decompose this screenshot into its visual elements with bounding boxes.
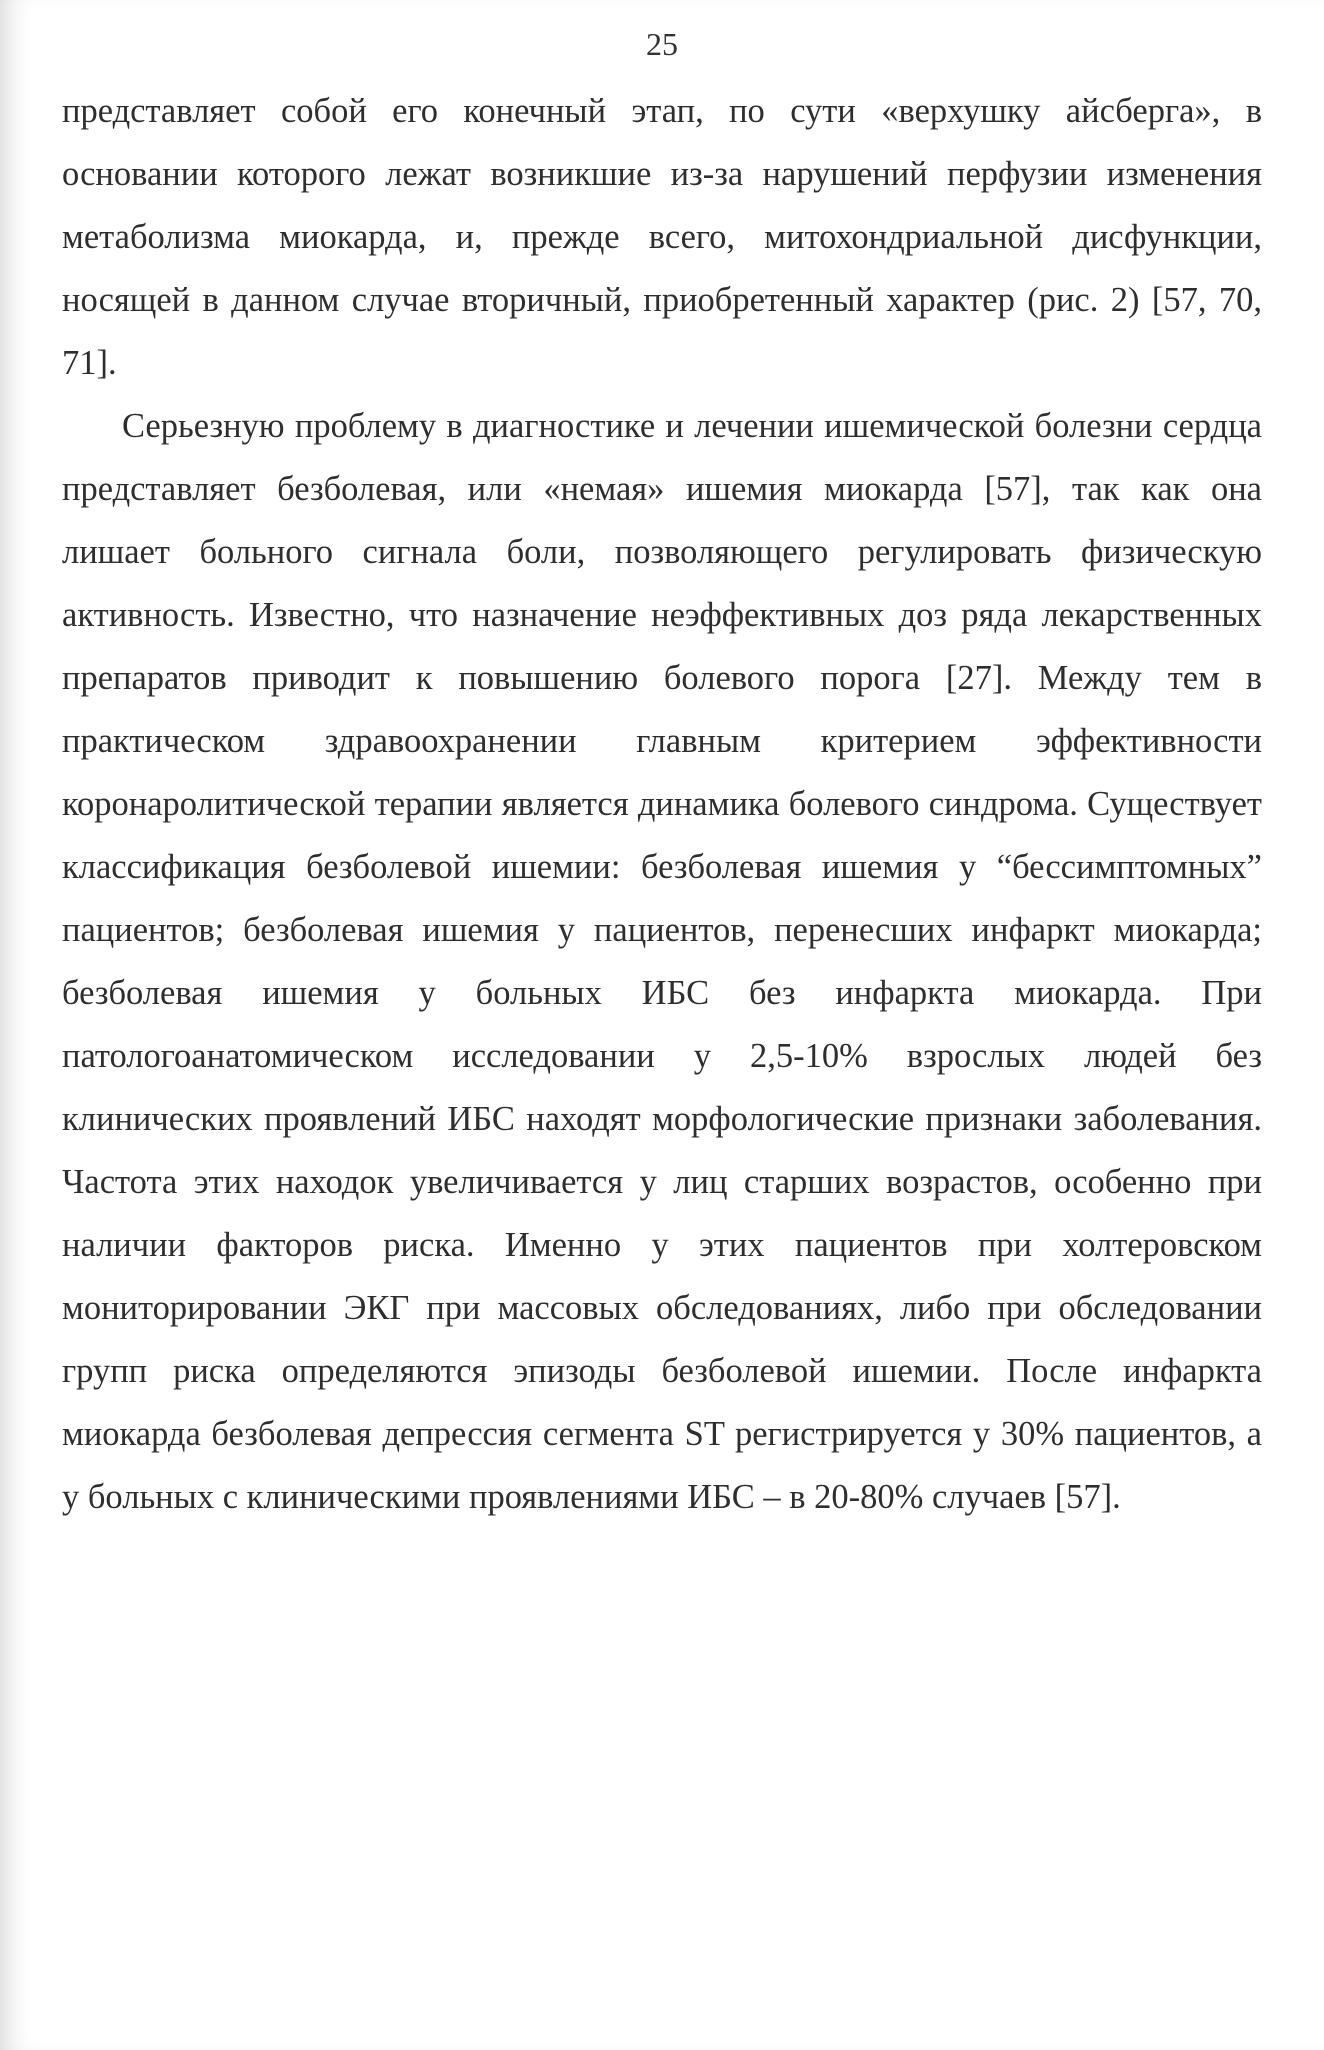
paragraph-continuation: представляет собой его конечный этап, по сути «верхушку айсберга», в основании которого лежат возникшие из-за нарушений перфузии изменения метаболизма миокарда, и, прежде всего, митохондриальной дисфункции, носящей в данном случае вторичный, приобретенный характер (рис. 2) [57, 70, 71]. bbox=[62, 92, 1262, 382]
body-text bbox=[62, 80, 1262, 1529]
paragraph-silent-ischemia: Серьезную проблему в диагностике и лечении ишемической болезни сердца представляет безболевая, или «немая» ишемия миокарда [57], так как она лишает больного сигнала боли, позволяющего регулировать физическую активность. Известно, что назначение неэффективных доз ряда лекарственных препаратов приводит к повышению болевого порога [27]. Между тем в практическом здравоохранении главным критерием эффективности коронаролитической терапии является динамика болевого синдрома. Существует классификация безболевой ишемии: безболевая ишемия у “бессимптомных” пациентов; безболевая ишемия у пациентов, перенесших инфаркт миокарда; безболевая ишемия у больных ИБС без инфаркта миокарда. При патологоанатомическом исследовании у 2,5-10% взрослых людей без клинических проявлений ИБС находят морфологические признаки заболевания. Частота этих находок увеличивается у лиц старших возрастов, особенно при наличии факторов риска. Именно у этих пациентов при холтеровском мониторировании ЭКГ при массовых обследованиях, либо при обследовании групп риска определяются эпизоды безболевой ишемии. После инфаркта миокарда безболевая депрессия сегмента ST регистрируется у 30% пациентов, а у больных с клиническими проявлениями ИБС – в 20-80% случаев [57]. bbox=[62, 407, 1262, 1516]
page-number: 25 bbox=[646, 26, 678, 62]
